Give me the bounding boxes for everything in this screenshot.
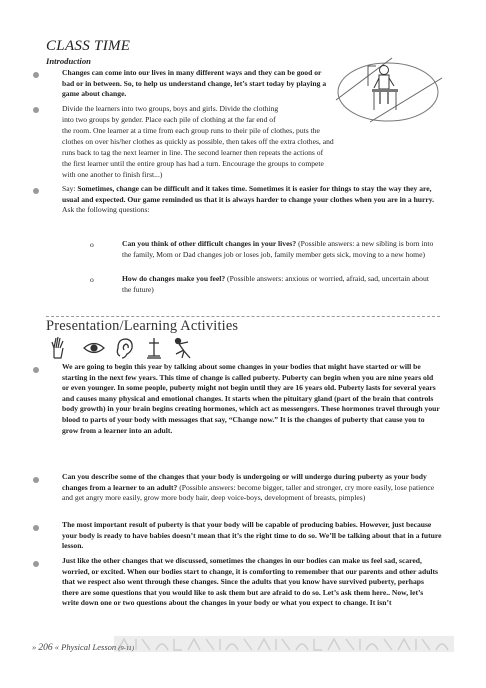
game-line: Divide the learners into two groups, boys and girls. Divide the clothing (62, 104, 279, 113)
activity-paragraph: We are going to begin this year by talking about some changes in your bodies that might have started or will be starting in the next few years. This time of change is called puberty. Puberty can begin when you are nine years old or even younger. In some people, puberty might not begin until they are 16 years old. Puberty lasts for several years and causes many physical and emotional changes. It starts when the pituitary gland (part of the brain that controls body growth) in your brain begins creating hormones, which act as messengers. These hormones travel through your blood to parts of your body with messages that say, “Change now.” It is the changes of puberty that cause you to grow from a learner into an adult. (62, 362, 440, 435)
page-title: CLASS TIME (46, 38, 131, 54)
bullet (33, 107, 39, 113)
ear-icon (117, 339, 132, 358)
game-line: with one another to finish first...) (62, 170, 163, 179)
question-item: Can you think of other difficult changes in your lives? (Possible answers: a new sibling is born into the family, Mom or Dad changes job or loses job, family member gets sick, moving to a new home) (122, 239, 434, 259)
question-item: How do changes make you feel? (Possible answers: anxious or worried, afraid, sad, uncertain about the future) (122, 274, 429, 294)
activity-paragraph: Can you describe some of the changes that your body is undergoing or will undergo during puberty as your body changes from a learner to an adult? (Possible answers: become bigger, taller and stronger, cry more easily, lose patience and get angry more easily, grow more body hair, deep voice-boys, development of breasts, pimples) (62, 472, 435, 503)
activity-paragraph: The most important result of puberty is that your body will be capable of producing babies. However, just because your body is ready to have babies doesn’t mean that it’s the right time to do so. We’ll be talking about that in a future lesson. (62, 520, 442, 551)
bullet (33, 525, 39, 531)
page-footer (32, 642, 134, 653)
lesson-label: Physical Lesson (61, 642, 117, 652)
sub-bullet-marker: o (90, 240, 94, 249)
bullet (33, 367, 39, 373)
say-paragraph: Say: Sometimes, change can be difficult and it takes time. Sometimes it is easier for things to stay the way they are, usual and expected. Our game reminded us that it is always harder to change your clothes when you are in a hurry. Ask the following questions: (62, 184, 435, 215)
activity-icons (50, 336, 210, 360)
game-line: clothes on over his/her clothes as quickly as possible, then takes off the extra clothes, and (62, 137, 334, 146)
bullet (33, 561, 39, 567)
footer-decorative-band (114, 636, 454, 652)
section-heading: Presentation/Learning Activities (46, 318, 239, 334)
game-line: the room. One learner at a time from each group runs to their pile of clothes, puts the (62, 126, 320, 135)
bullet (33, 72, 39, 78)
game-line: into two groups by gender. Place each pile of clothing at the far end of (62, 115, 276, 124)
hand-icon (52, 337, 63, 358)
page-number: 206 (38, 643, 53, 653)
bullet (33, 477, 39, 483)
section-divider (46, 316, 440, 317)
activity-paragraph: Just like the other changes that we discussed, sometimes the changes in our bodies can make us feel sad, scared, worried, or excited. When our bodies start to change, it is comforting to remember that our parents and other adults that we respect also went through these changes. Since the adults that you know have survived puberty, perhaps there are some questions that you would like to ask them but are afraid to do so. Let’s ask them here.. Now, let’s write down one or two questions about the changes in your body or what you expect to change. It isn’t (62, 556, 439, 608)
sub-bullet-marker: o (90, 275, 94, 284)
grade-label: (9-11) (118, 645, 135, 652)
bullet (33, 188, 39, 194)
game-line: runs back to tag the next learner in line. The second learner then repeats the actions of (62, 148, 324, 157)
section-subtitle: Introduction (46, 56, 91, 66)
person-stretch-icon (176, 339, 191, 359)
cross-icon (147, 338, 161, 358)
eye-icon (84, 344, 104, 353)
footer-right-marks: « (54, 642, 59, 652)
game-line: the first learner until the entire group has had a turn. Encourage the groups to compete (62, 159, 324, 168)
footer-left-marks: » (32, 642, 37, 652)
seated-learner-illustration (332, 56, 444, 126)
intro-paragraph: Changes can come into our lives in many different ways and they can be good or bad or in between. So, to help us understand change, let’s start today by playing a game about change. (62, 68, 327, 99)
